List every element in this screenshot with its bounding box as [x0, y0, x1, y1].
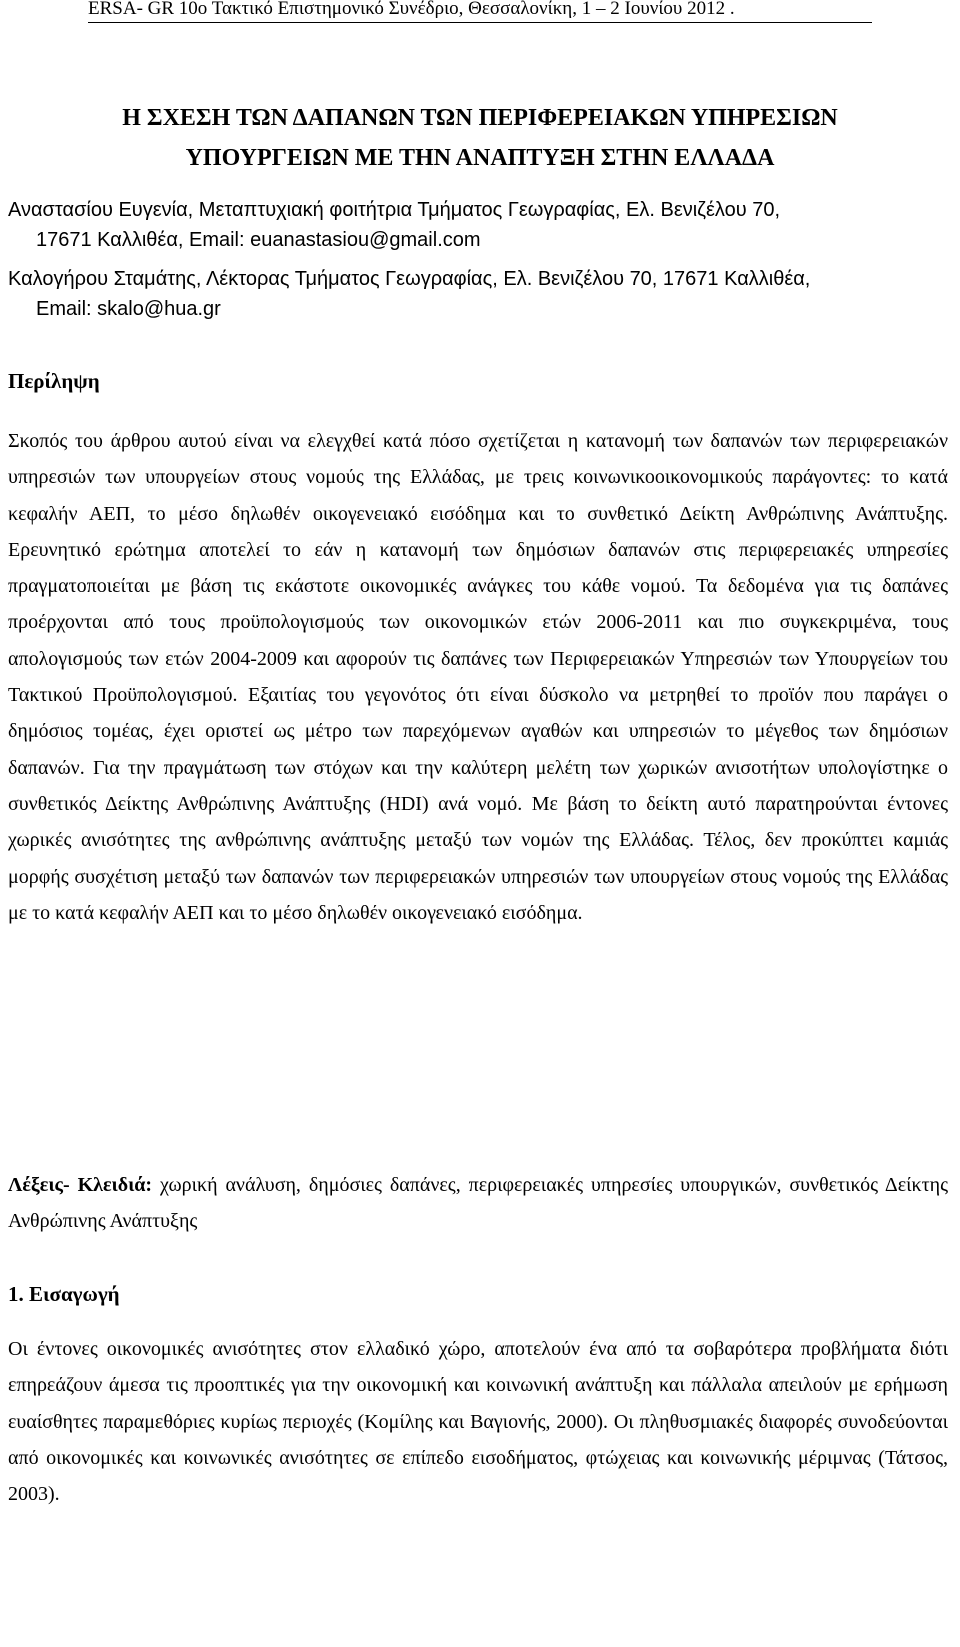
author-2-line-1: Καλογήρου Σταμάτης, Λέκτορας Τμήματος Γεωγραφίας, Ελ. Βενιζέλου 70, 17671 Καλλιθέα, — [8, 268, 811, 290]
author-affiliation-2 — [8, 264, 948, 324]
abstract-heading: Περίληψη — [8, 369, 100, 393]
author-2-line-2: Email: skalo@hua.gr — [36, 298, 221, 320]
abstract-paragraph: Σκοπός του άρθρου αυτού είναι να ελεγχθεί κατά πόσο σχετίζεται η κατανομή των δαπανών των περιφερειακών υπηρεσιών των υπουργείων στους νομούς της Ελλάδας, με τρεις κοινωνικοοικονομικούς παράγοντες: το κατά κεφαλήν ΑΕΠ, το μέσο δηλωθέν οικογενειακό εισόδημα και το συνθετικό Δείκτη Ανθρώπινης Ανάπτυξης. Ερευνητικό ερώτημα αποτελεί το εάν η κατανομή των δημόσιων δαπανών στις περιφερειακές υπηρεσίες πραγματοποιείται με βάση τις εκάστοτε οικονομικές ανάγκες του κάθε νομού. Τα δεδομένα για τις δαπάνες προέρχονται από τους προϋπολογισμούς των οικονομικών ετών 2006-2011 και πιο συγκεκριμένα, τους απολογισμούς των ετών 2004-2009 και αφορούν τις δαπάνες των Περιφερειακών Υπηρεσιών των Υπουργείων του Τακτικού Προϋπολογισμού. Εξαιτίας του γεγονότος ότι είναι δύσκολο να μετρηθεί το προϊόν που παράγει ο δημόσιος τομέας, έχει οριστεί ως μέτρο των παρεχόμενων αγαθών και υπηρεσιών το μέγεθος των δημόσιων δαπανών. Για την πραγμάτωση των στόχων και την καλύτερη μελέτη των χωρικών ανισοτήτων υπολογίστηκε ο συνθετικός Δείκτης Ανθρώπινης Ανάπτυξης (HDI) ανά νομό. Με βάση το δείκτη αυτό παρατηρούνται έντονες χωρικές ανισότητες της ανθρώπινης ανάπτυξης μεταξύ των νομών της Ελλάδας. Τέλος, δεν προκύπτει καμιάς μορφής συσχέτιση μεταξύ των δαπανών των περιφερειακών υπηρεσιών των υπουργείων στους νομούς της Ελλάδας με το κατά κεφαλήν ΑΕΠ και το μέσο δηλωθέν οικογενειακό εισόδημα. — [8, 430, 948, 924]
paper-title — [0, 98, 960, 178]
author-1-line-1: Αναστασίου Ευγενία, Μεταπτυχιακή φοιτήτρια Τμήματος Γεωγραφίας, Ελ. Βενιζέλου 70, — [8, 199, 781, 221]
keywords-paragraph — [8, 1167, 948, 1240]
introduction-paragraph: Οι έντονες οικονομικές ανισότητες στον ελλαδικό χώρο, αποτελούν ένα από τα σοβαρότερα προβλήματα διότι επηρεάζουν άμεσα τις προοπτικές για την οικονομική και κοινωνική ανάπτυξη και πάλλαλα απειλούν με ερήμωση ευαίσθητες παραμεθόριες κυρίως περιοχές (Κομίλης και Βαγιονής, 2000). Οι πληθυσμιακές διαφορές συνοδεύονται από οικονομικές και κοινωνικές ανισότητες σε επίπεδο εισοδήματος, φτώχειας και κοινωνικής μέριμνας (Τάτσος, 2003). — [8, 1338, 948, 1506]
introduction-heading: 1. Εισαγωγή — [8, 1282, 120, 1306]
author-affiliation-1 — [8, 195, 948, 255]
title-line-1: Η ΣΧΕΣΗ ΤΩΝ ΔΑΠΑΝΩΝ ΤΩΝ ΠΕΡΙΦΕΡΕΙΑΚΩΝ ΥΠΗΡΕΣΙΩΝ — [122, 105, 838, 131]
keywords-label: Λέξεις- Κλειδιά: — [8, 1174, 153, 1196]
running-header: ERSA- GR 10ο Τακτικό Επιστημονικό Συνέδριο, Θεσσαλονίκη, 1 – 2 Ιουνίου 2012 . — [88, 0, 872, 23]
author-1-line-2: 17671 Καλλιθέα, Email: euanastasiou@gmail.com — [36, 229, 481, 251]
keywords-list: χωρική ανάλυση, δημόσιες δαπάνες, περιφερειακές υπηρεσίες υπουργικών, συνθετικός Δείκτης Ανθρώπινης Ανάπτυξης — [8, 1174, 949, 1233]
title-line-2: ΥΠΟΥΡΓΕΙΩΝ ΜΕ ΤΗΝ ΑΝΑΠΤΥΞΗ ΣΤΗΝ ΕΛΛΑΔΑ — [185, 145, 775, 171]
